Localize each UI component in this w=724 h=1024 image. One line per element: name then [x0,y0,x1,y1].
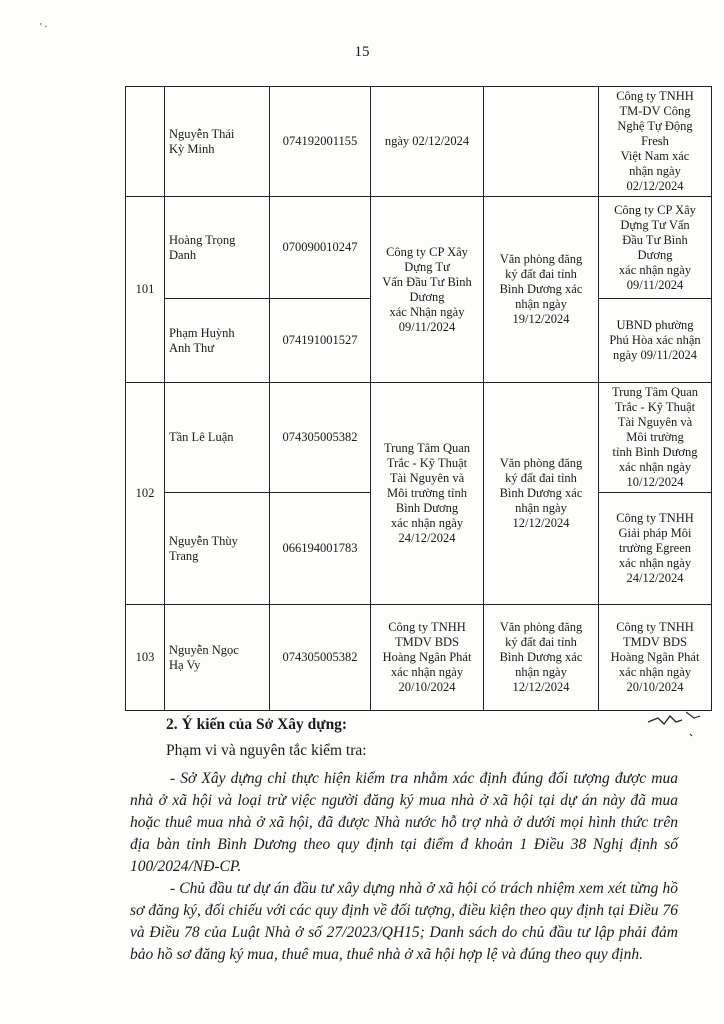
table-row [126,87,712,197]
land-office-cell [484,87,599,197]
other-confirmation-cell: Công ty TNHH TM-DV Công Nghệ Tự Động Fresh Việt Nam xác nhận ngày 02/12/2024 [599,87,712,197]
land-office-cell: Văn phòng đăng ký đất đai tỉnh Bình Dương xác nhận ngày 12/12/2024 [484,383,599,605]
name-cell: Phạm Huỳnh Anh Thư [165,299,270,383]
name-cell: Tần Lê Luận [165,383,270,493]
land-office-cell: Văn phòng đăng ký đất đai tỉnh Bình Dương xác nhận ngày 19/12/2024 [484,197,599,383]
id-number-cell: 074191001527 [270,299,371,383]
stt-cell: 101 [126,197,165,383]
initials-mark [646,708,702,738]
page-number: 15 [354,44,370,60]
name-cell: Nguyễn Thái Kỳ Minh [165,87,270,197]
id-number-cell: 066194001783 [270,493,371,605]
confirmation-cell: Công ty TNHH TMDV BDS Hoàng Ngân Phát xác nhận ngày 20/10/2024 [371,605,484,711]
other-confirmation-cell: Trung Tâm Quan Trắc - Kỹ Thuật Tài Nguyên và Môi trường tỉnh Bình Dương xác nhận ngày 10/12/2024 [599,383,712,493]
id-number-cell: 074192001155 [270,87,371,197]
other-confirmation-cell: Công ty TNHH TMDV BDS Hoàng Ngân Phát xác nhận ngày 20/10/2024 [599,605,712,711]
scope-line: Phạm vi và nguyên tắc kiểm tra: [166,742,367,759]
table-row [126,605,712,711]
table-row [126,383,712,493]
table-row [126,197,712,299]
name-cell: Hoàng Trọng Danh [165,197,270,299]
paragraph-investor: - Chủ đầu tư dự án đầu tư xây dựng nhà ở xã hội có trách nhiệm xem xét từng hồ sơ đăng ký, đối chiếu với các quy định về đối tượng, điều kiện theo quy định tại Điều 76 và Điều 78 của Luật Nhà ở số 27/2023/QH15; Danh sách do chủ đầu tư lập phải đảm bảo hồ sơ đăng ký mua, thuê mua, thuê nhà ở xã hội hợp lệ và đúng theo quy định. [130,880,678,963]
id-number-cell: 074305005382 [270,383,371,493]
id-number-cell: 074305005382 [270,605,371,711]
scan-specks: ' · [40,22,48,33]
confirmation-cell: ngày 02/12/2024 [371,87,484,197]
records-table [125,86,712,711]
name-cell: Nguyễn Thùy Trang [165,493,270,605]
other-confirmation-cell: Công ty CP Xây Dựng Tư Vấn Đầu Tư Bình Dương xác nhận ngày 09/11/2024 [599,197,712,299]
id-number-cell: 070090010247 [270,197,371,299]
land-office-cell: Văn phòng đăng ký đất đai tỉnh Bình Dương xác nhận ngày 12/12/2024 [484,605,599,711]
confirmation-cell: Công ty CP Xây Dựng Tư Vấn Đầu Tư Bình Dương xác Nhận ngày 09/11/2024 [371,197,484,383]
stt-cell [126,87,165,197]
other-confirmation-cell: Công ty TNHH Giải pháp Môi trường Egreen xác nhận ngày 24/12/2024 [599,493,712,605]
confirmation-cell: Trung Tâm Quan Trắc - Kỹ Thuật Tài Nguyên và Môi trường tỉnh Bình Dương xác nhận ngày 24/12/2024 [371,383,484,605]
paragraph-scope: - Sở Xây dựng chỉ thực hiện kiểm tra nhằm xác định đúng đối tượng được mua nhà ở xã hội và loại trừ việc người đăng ký mua nhà ở xã hội tại dự án này đã mua hoặc thuê mua nhà ở xã hội, đã được Nhà nước hỗ trợ nhà ở dưới mọi hình thức trên địa bàn tỉnh Bình Dương theo quy định tại điểm đ khoản 1 Điều 38 Nghị định số 100/2024/NĐ-CP. [130,770,678,875]
other-confirmation-cell: UBND phường Phú Hòa xác nhận ngày 09/11/2024 [599,299,712,383]
name-cell: Nguyễn Ngọc Hạ Vy [165,605,270,711]
stt-cell: 102 [126,383,165,605]
stt-cell: 103 [126,605,165,711]
section-heading: 2. Ý kiến của Sở Xây dựng: [166,716,348,733]
